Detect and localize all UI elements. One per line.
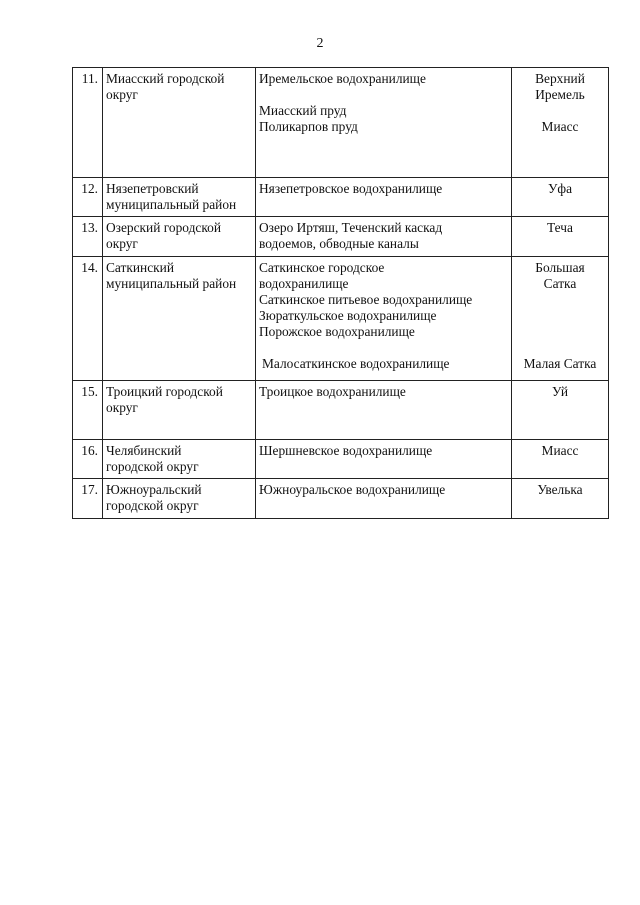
area-line: Челябинский [106, 443, 182, 458]
river-line: Сатка [543, 276, 577, 291]
reservoir-line: Саткинское городское [259, 260, 385, 275]
row-number: 12. [73, 178, 103, 217]
reservoir-spacer [259, 87, 508, 103]
area-line: городской округ [106, 459, 199, 474]
area-line: округ [106, 236, 138, 251]
reservoir-line: Миасский пруд [259, 103, 347, 118]
area-line: Миасский городской [106, 71, 225, 86]
area-line: городской округ [106, 498, 199, 513]
area-cell [103, 381, 256, 440]
river-line: Увелька [537, 482, 583, 497]
river-cell [512, 257, 609, 381]
reservoir-cell [256, 178, 512, 217]
reservoir-cell [256, 217, 512, 257]
river-line: Уй [552, 384, 568, 399]
reservoir-cell [256, 381, 512, 440]
reservoir-line: Троицкое водохранилище [259, 384, 406, 399]
river-line: Большая [535, 260, 585, 275]
river-cell [512, 217, 609, 257]
river-spacer [515, 103, 605, 119]
reservoir-line: Малосаткинское водохранилище [262, 356, 450, 371]
reservoir-line: Иремельское водохранилище [259, 71, 426, 86]
table-row [73, 440, 609, 479]
river-line: Иремель [535, 87, 585, 102]
area-cell [103, 257, 256, 381]
row-number: 14. [73, 257, 103, 381]
reservoir-line: Порожское водохранилище [259, 324, 415, 339]
table-row [73, 68, 609, 178]
reservoir-cell [256, 257, 512, 381]
area-line: Нязепетровский [106, 181, 199, 196]
table-row [73, 257, 609, 381]
table-row [73, 178, 609, 217]
area-line: округ [106, 400, 138, 415]
reservoirs-table [72, 67, 609, 519]
area-cell [103, 479, 256, 519]
table-row [73, 479, 609, 519]
river-line: Теча [547, 220, 573, 235]
area-cell [103, 68, 256, 178]
row-number: 11. [73, 68, 103, 178]
row-number: 13. [73, 217, 103, 257]
area-line: муниципальный район [106, 276, 237, 291]
reservoir-line: Зюраткульское водохранилище [259, 308, 437, 323]
river-cell [512, 68, 609, 178]
page-number: 2 [316, 36, 324, 51]
river-cell [512, 178, 609, 217]
river-line: Малая Сатка [523, 356, 597, 371]
row-number: 17. [73, 479, 103, 519]
area-cell [103, 178, 256, 217]
reservoir-cell [256, 440, 512, 479]
river-cell [512, 479, 609, 519]
reservoir-spacer [259, 340, 508, 356]
reservoir-line: Саткинское питьевое водохранилище [259, 292, 473, 307]
river-line: Уфа [547, 181, 573, 196]
reservoir-line: Шершневское водохранилище [259, 443, 433, 458]
reservoir-cell [256, 479, 512, 519]
river-spacer [515, 340, 605, 356]
area-cell [103, 440, 256, 479]
reservoir-line: водоемов, обводные каналы [259, 236, 419, 251]
river-line: Миасс [541, 443, 579, 458]
table-row [73, 381, 609, 440]
reservoir-line: Поликарпов пруд [259, 119, 358, 134]
area-line: округ [106, 87, 138, 102]
table-row [73, 217, 609, 257]
reservoir-line: Южноуральское водохранилище [259, 482, 446, 497]
area-line: Южноуральский [106, 482, 202, 497]
river-cell [512, 440, 609, 479]
row-number: 16. [73, 440, 103, 479]
river-cell [512, 381, 609, 440]
area-line: Саткинский [106, 260, 174, 275]
row-number: 15. [73, 381, 103, 440]
reservoir-line: Озеро Иртяш, Теченский каскад [259, 220, 443, 235]
reservoir-cell [256, 68, 512, 178]
reservoir-line: водохранилище [259, 276, 349, 291]
river-spacer [515, 292, 605, 308]
reservoir-line: Нязепетровское водохранилище [259, 181, 443, 196]
area-line: Озерский городской [106, 220, 222, 235]
river-spacer [515, 308, 605, 324]
area-cell [103, 217, 256, 257]
area-line: муниципальный район [106, 197, 237, 212]
river-line: Миасс [541, 119, 579, 134]
river-line: Верхний [535, 71, 585, 86]
area-line: Троицкий городской [106, 384, 223, 399]
river-spacer [515, 324, 605, 340]
